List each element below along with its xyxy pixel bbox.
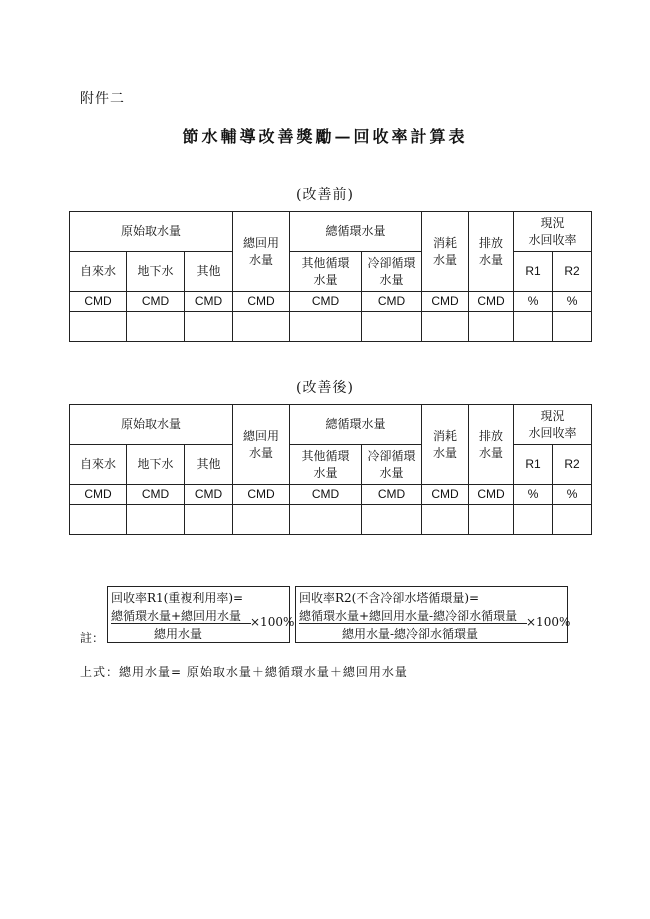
- header-recovery-rate: 現況 水回收率: [514, 405, 592, 445]
- unit-cell: CMD: [290, 292, 362, 312]
- header-discharge: 排放 水量: [469, 212, 514, 292]
- header-other-recirc: 其他循環 水量: [290, 252, 362, 292]
- total-water-formula: 上式：總用水量= 原始取水量＋總循環水量＋總回用水量: [80, 665, 408, 679]
- header-reuse: 總回用 水量: [233, 405, 290, 485]
- empty-value-cell[interactable]: [514, 505, 553, 535]
- note-label: 註：: [80, 631, 105, 645]
- formula-r2-numerator: 總循環水量+總回用水量-總冷卻水循環量: [299, 609, 518, 623]
- unit-cell: CMD: [362, 485, 422, 505]
- header-r1: R1: [514, 445, 553, 485]
- empty-value-cell[interactable]: [469, 312, 514, 342]
- header-recirculation: 總循環水量: [290, 405, 422, 445]
- formula-r2-denominator: 總用水量-總冷卻水循環量: [342, 627, 479, 641]
- unit-cell: CMD: [127, 485, 185, 505]
- attachment-label: 附件二: [80, 91, 125, 107]
- header-tap-water: 自來水: [70, 445, 127, 485]
- formula-r1-box: [107, 586, 295, 643]
- section-caption-after: (改善後): [296, 380, 354, 396]
- empty-value-cell[interactable]: [422, 312, 469, 342]
- header-consumption: 消耗 水量: [422, 212, 469, 292]
- header-recirculation: 總循環水量: [290, 212, 422, 252]
- unit-cell: CMD: [185, 485, 233, 505]
- unit-cell: CMD: [290, 485, 362, 505]
- header-r2: R2: [553, 252, 592, 292]
- empty-value-cell[interactable]: [514, 312, 553, 342]
- header-raw-intake: 原始取水量: [70, 212, 233, 252]
- formula-r1-label: 回收率R1(重複利用率)=: [111, 591, 244, 605]
- empty-value-cell[interactable]: [70, 505, 127, 535]
- header-other: 其他: [185, 252, 233, 292]
- unit-cell: CMD: [422, 485, 469, 505]
- unit-cell: CMD: [127, 292, 185, 312]
- header-tap-water: 自來水: [70, 252, 127, 292]
- formula-r2-factor: ×100%: [526, 615, 571, 629]
- unit-cell: CMD: [469, 485, 514, 505]
- unit-cell: %: [553, 485, 592, 505]
- unit-cell: CMD: [185, 292, 233, 312]
- empty-value-cell[interactable]: [185, 505, 233, 535]
- unit-cell: %: [553, 292, 592, 312]
- header-reuse: 總回用 水量: [233, 212, 290, 292]
- unit-cell: %: [514, 485, 553, 505]
- empty-value-cell[interactable]: [233, 312, 290, 342]
- unit-cell: CMD: [233, 292, 290, 312]
- unit-cell: CMD: [469, 292, 514, 312]
- formula-r2-label: 回收率R2(不含冷卻水塔循環量)=: [299, 591, 480, 605]
- empty-value-cell[interactable]: [127, 505, 185, 535]
- recovery-table-after: [69, 404, 592, 535]
- header-discharge: 排放 水量: [469, 405, 514, 485]
- formula-r1-denominator: 總用水量: [154, 627, 203, 641]
- unit-cell: CMD: [362, 292, 422, 312]
- unit-cell: CMD: [233, 485, 290, 505]
- unit-cell: CMD: [70, 292, 127, 312]
- empty-value-cell[interactable]: [422, 505, 469, 535]
- empty-value-cell[interactable]: [233, 505, 290, 535]
- header-other-recirc: 其他循環 水量: [290, 445, 362, 485]
- header-other: 其他: [185, 445, 233, 485]
- header-groundwater: 地下水: [127, 445, 185, 485]
- formula-r2-fraction-bar: [299, 623, 527, 624]
- header-raw-intake: 原始取水量: [70, 405, 233, 445]
- header-cooling-recirc: 冷卻循環 水量: [362, 445, 422, 485]
- header-r1: R1: [514, 252, 553, 292]
- empty-value-cell[interactable]: [70, 312, 127, 342]
- unit-cell: CMD: [422, 292, 469, 312]
- header-recovery-rate: 現況 水回收率: [514, 212, 592, 252]
- formula-r1-factor: ×100%: [250, 615, 295, 629]
- empty-value-cell[interactable]: [553, 505, 592, 535]
- unit-cell: CMD: [70, 485, 127, 505]
- empty-value-cell[interactable]: [290, 505, 362, 535]
- recovery-table-before: [69, 211, 592, 342]
- empty-value-cell[interactable]: [362, 312, 422, 342]
- header-cooling-recirc: 冷卻循環 水量: [362, 252, 422, 292]
- header-r2: R2: [553, 445, 592, 485]
- empty-value-cell[interactable]: [185, 312, 233, 342]
- header-consumption: 消耗 水量: [422, 405, 469, 485]
- empty-value-cell[interactable]: [362, 505, 422, 535]
- header-groundwater: 地下水: [127, 252, 185, 292]
- section-caption-before: (改善前): [296, 187, 354, 203]
- page-title: 節水輔導改善獎勵—回收率計算表: [182, 127, 468, 146]
- empty-value-cell[interactable]: [127, 312, 185, 342]
- formula-r2-box: [295, 586, 571, 643]
- empty-value-cell[interactable]: [553, 312, 592, 342]
- unit-cell: %: [514, 292, 553, 312]
- formula-r1-numerator: 總循環水量+總回用水量: [111, 609, 242, 623]
- empty-value-cell[interactable]: [469, 505, 514, 535]
- formula-r1-fraction-bar: [111, 623, 251, 624]
- empty-value-cell[interactable]: [290, 312, 362, 342]
